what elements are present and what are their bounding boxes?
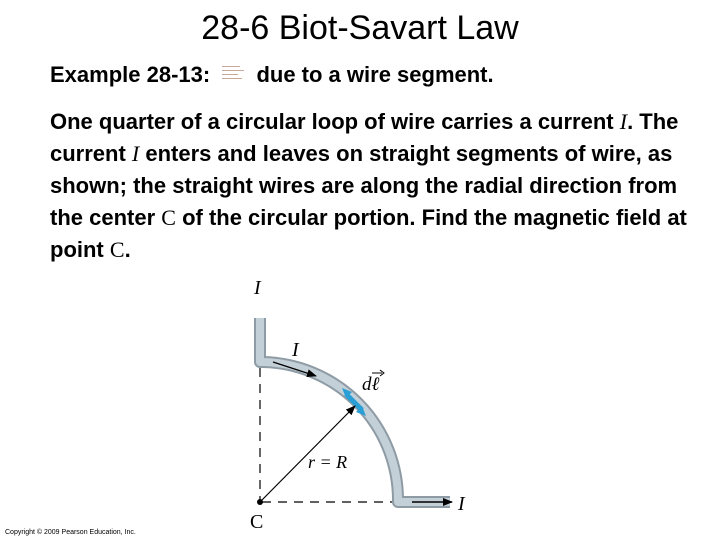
copyright-notice: Copyright © 2009 Pearson Education, Inc. xyxy=(5,529,136,536)
center-symbol: C xyxy=(161,205,176,230)
problem-text-5: . xyxy=(124,237,131,262)
current-symbol: I xyxy=(131,141,140,166)
label-radius: r = R xyxy=(308,452,348,472)
label-current-arc: I xyxy=(292,339,299,361)
problem-text-1: One quarter of a circular loop of wire carries a current xyxy=(50,109,620,134)
label-current-right: I xyxy=(458,493,465,515)
problem-text-4: of the circular portion. Find the magnetic field at point xyxy=(50,205,687,262)
problem-text-2: . The current xyxy=(50,109,679,166)
current-symbol: I xyxy=(619,109,628,134)
subtitle-prefix: Example 28-13: xyxy=(50,62,211,87)
wire xyxy=(260,318,450,502)
subtitle-suffix: due to a wire segment. xyxy=(256,62,494,87)
label-dl: dℓ xyxy=(362,374,380,395)
label-center-c: C xyxy=(250,511,264,533)
label-current-top: I xyxy=(254,277,261,299)
center-symbol: C xyxy=(109,237,125,262)
center-point-c xyxy=(257,499,263,505)
problem-text-3: enters and leaves on straight segments of wire, as shown; the straight wires are along the radial direction from the center xyxy=(50,141,678,230)
slide-title: 28-6 Biot-Savart Law xyxy=(201,9,519,47)
